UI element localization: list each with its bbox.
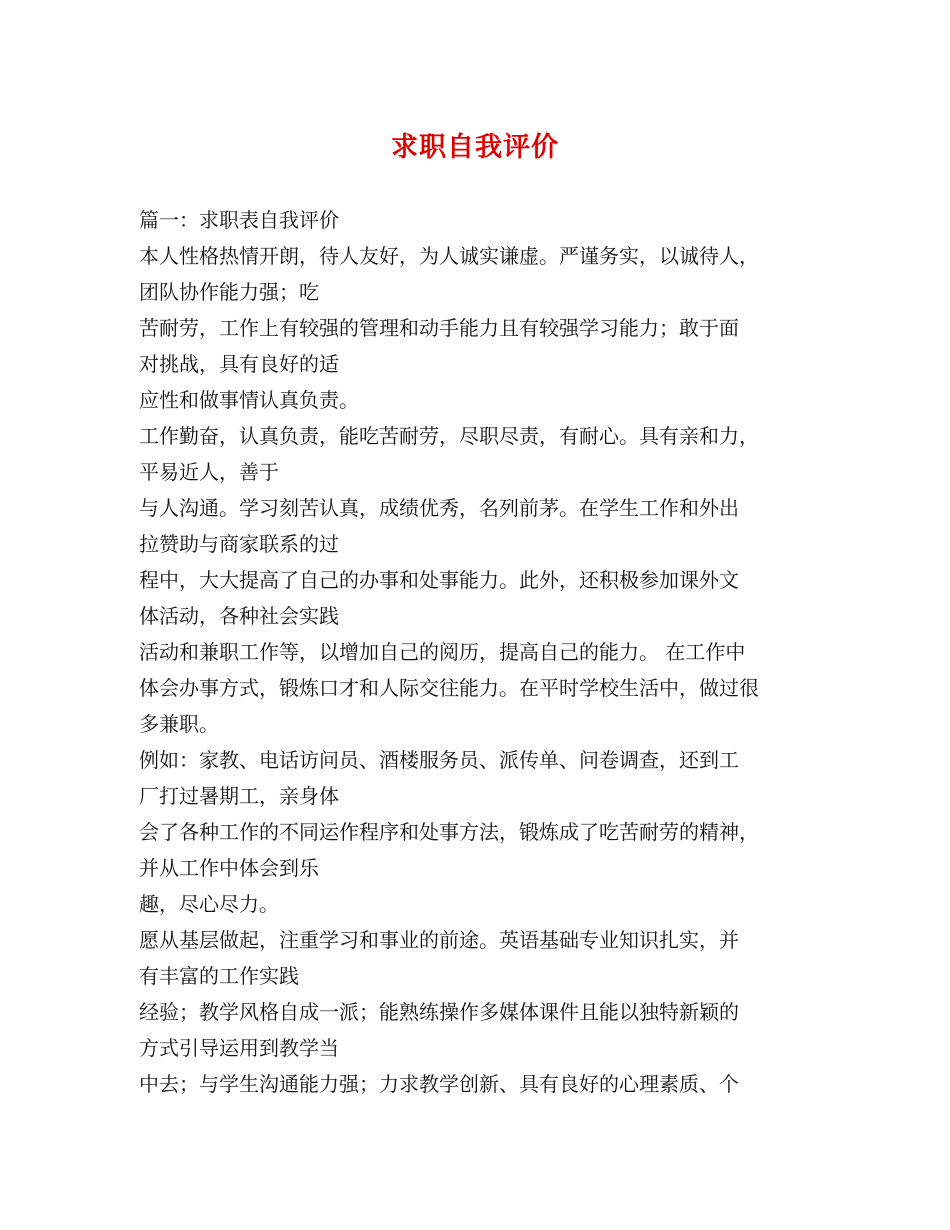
body-line: 愿从基层做起，注重学习和事业的前途。英语基础专业知识扎实，并 — [139, 928, 739, 952]
body-line: 与人沟通。学习刻苦认真，成绩优秀，名列前茅。在学生工作和外出 — [139, 496, 739, 520]
body-line: 经验；教学风格自成一派；能熟练操作多媒体课件且能以独特新颖的 — [139, 1000, 739, 1024]
body-line: 工作勤奋，认真负责，能吃苦耐劳，尽职尽责，有耐心。具有亲和力， — [139, 424, 759, 448]
body-line: 团队协作能力强；吃 — [139, 280, 319, 304]
body-line: 体会办事方式，锻炼口才和人际交往能力。在平时学校生活中，做过很 — [139, 676, 759, 700]
body-line: 有丰富的工作实践 — [139, 964, 299, 988]
body-line: 方式引导运用到教学当 — [139, 1036, 339, 1060]
body-line: 活动和兼职工作等，以增加自己的阅历，提高自己的能力。 在工作中 — [139, 640, 746, 664]
body-line: 程中，大大提高了自己的办事和处事能力。此外，还积极参加课外文 — [139, 568, 739, 592]
body-line: 中去；与学生沟通能力强；力求教学创新、具有良好的心理素质、个 — [139, 1072, 739, 1096]
body-line: 例如：家教、电话访问员、酒楼服务员、派传单、问卷调查，还到工 — [139, 748, 739, 772]
body-line: 厂打过暑期工，亲身体 — [139, 784, 339, 808]
body-line: 篇一：求职表自我评价 — [139, 208, 339, 232]
document-body — [139, 202, 829, 1102]
body-line: 平易近人，善于 — [139, 460, 279, 484]
body-line: 会了各种工作的不同运作程序和处事方法，锻炼成了吃苦耐劳的精神， — [139, 820, 759, 844]
body-line: 并从工作中体会到乐 — [139, 856, 319, 880]
body-line: 应性和做事情认真负责。 — [139, 388, 359, 412]
body-line: 对挑战，具有良好的适 — [139, 352, 339, 376]
document-title: 求职自我评价 — [391, 132, 559, 163]
body-line: 苦耐劳，工作上有较强的管理和动手能力且有较强学习能力；敢于面 — [139, 316, 739, 340]
body-line: 拉赞助与商家联系的过 — [139, 532, 339, 556]
body-line: 多兼职。 — [139, 712, 219, 736]
body-line: 趣，尽心尽力。 — [139, 892, 279, 916]
body-line: 本人性格热情开朗，待人友好，为人诚实谦虚。严谨务实，以诚待人， — [139, 244, 759, 268]
body-line: 体活动，各种社会实践 — [139, 604, 339, 628]
